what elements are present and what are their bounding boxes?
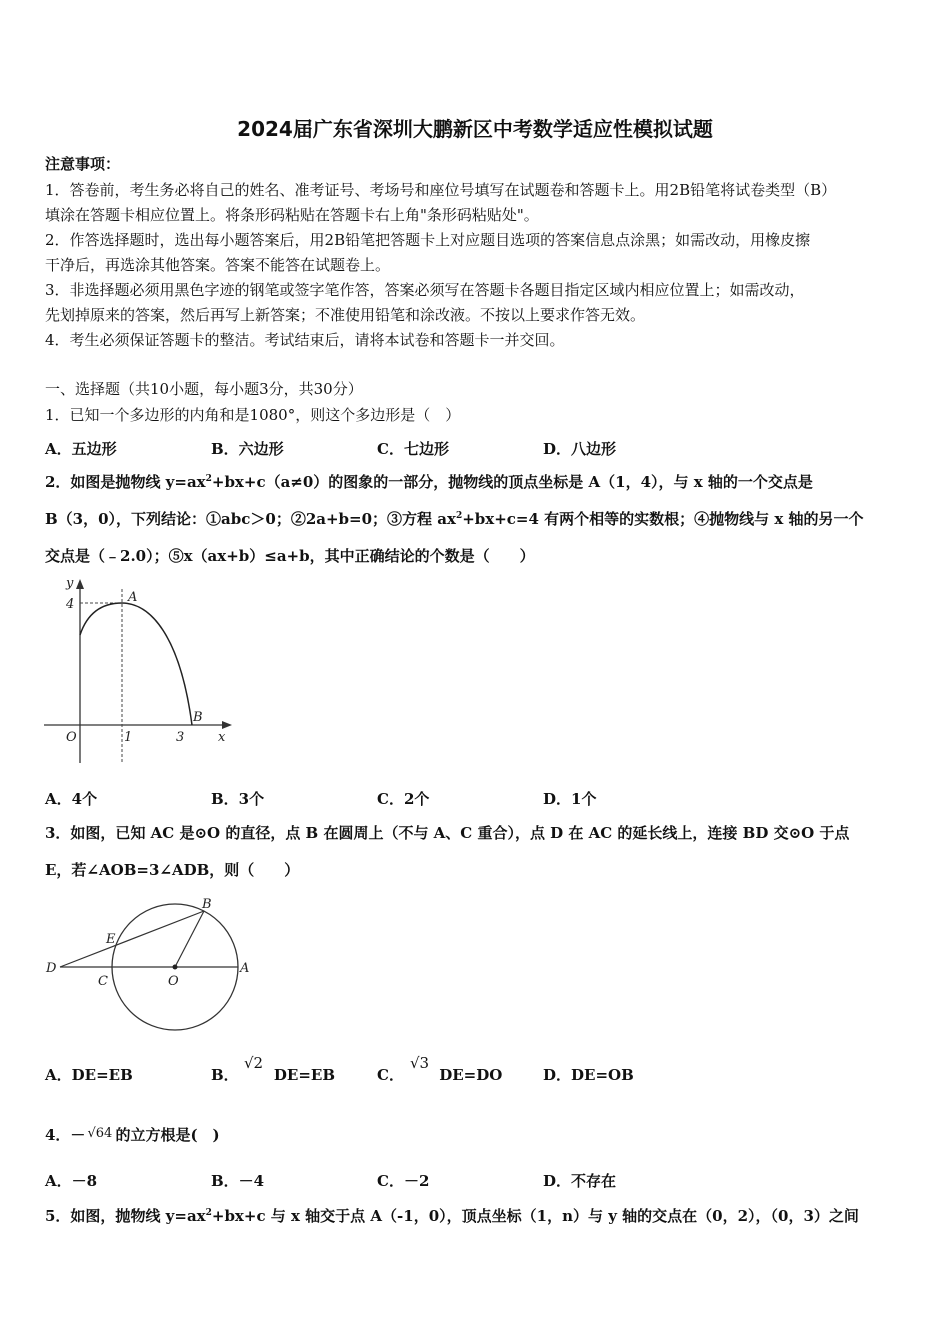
notes-line: 3．非选择题必须用黑色字迹的钢笔或签字笔作答，答案必须写在答题卡各题目指定区域内相应位置上；如需改动， <box>45 281 805 299</box>
question-3-line-1: 3．如图，已知 AC 是⊙O 的直径，点 B 在圆周上（不与 A、C 重合），点 D 在 AC 的延长线上，连接 BD 交⊙O 于点 <box>45 824 850 842</box>
question-3-line-2: E，若∠AOB=3∠ADB，则（ ） <box>45 861 300 879</box>
q3-option-b[interactable] <box>211 1054 336 1085</box>
sqrt-64-icon: √64 <box>87 1126 113 1141</box>
option-c-text: DE=DO <box>439 1066 503 1084</box>
question-1-stem: 1．已知一个多边形的内角和是1080°，则这个多边形是（ ） <box>45 406 461 424</box>
q1-option-b[interactable]: B．六边形 <box>211 440 284 458</box>
tick-3-label: 3 <box>176 730 185 745</box>
q3-option-c[interactable] <box>377 1054 503 1085</box>
option-c-label: C． <box>377 1066 404 1084</box>
q1-option-d[interactable]: D．八边形 <box>543 440 617 458</box>
section-heading: 一、选择题（共10小题，每小题3分，共30分） <box>45 380 363 398</box>
q1-option-c[interactable]: C．七边形 <box>377 440 449 458</box>
x-label: x <box>218 730 226 745</box>
tick-1-label: 1 <box>124 730 133 745</box>
origin-label: O <box>66 730 77 745</box>
notes-heading: 注意事项： <box>45 155 121 173</box>
point-b-label: B <box>193 710 203 725</box>
label-e: E <box>106 932 116 947</box>
x-axis-arrow <box>222 721 232 729</box>
parabola-graph <box>40 575 240 770</box>
label-c: C <box>98 974 108 989</box>
notes-line: 1．答卷前，考生务必将自己的姓名、准考证号、考场号和座位号填写在试题卷和答题卡上。用2B铅笔将试卷类型（B） <box>45 181 837 199</box>
option-b-label: B． <box>211 1066 239 1084</box>
circle-figure <box>42 893 252 1033</box>
q2-option-b[interactable]: B．3个 <box>211 790 265 808</box>
q2-option-c[interactable]: C．2个 <box>377 790 430 808</box>
option-b-text: DE=EB <box>273 1066 336 1084</box>
question-5-line-1: 5．如图，抛物线 $y=ax^2+bx+c$ 与 x 轴交于点 A（-1，0），顶点坐标（1，n）与 y 轴的交点在（0，2），（0，3）之间 <box>45 1207 859 1225</box>
question-2-line-3: 交点是（﹣2.0）；⑤x（ax+b）≤a+b，其中正确结论的个数是（ ） <box>45 547 535 565</box>
line-db <box>60 911 204 967</box>
q3-option-d[interactable]: D．DE=OB <box>543 1066 634 1084</box>
center-point <box>173 965 178 970</box>
y-axis-arrow <box>76 579 84 589</box>
label-a: A <box>240 961 250 976</box>
notes-line: 干净后，再选涂其他答案。答案不能答在试题卷上。 <box>45 256 391 274</box>
page-title: 2024届广东省深圳大鹏新区中考数学适应性模拟试题 <box>237 117 713 141</box>
question-2-line-1: 2．如图是抛物线 $y=ax^2+bx+c(a\ne 0)$的图象的一部分，抛物线的顶点坐标是 A（1，4），与 x 轴的一个交点是 <box>45 473 813 491</box>
parabola-curve <box>80 603 192 725</box>
notes-line: 先划掉原来的答案，然后再写上新答案；不准使用铅笔和涂改液。不按以上要求作答无效。 <box>45 306 646 324</box>
point-a-label: A <box>128 590 138 605</box>
question-2-line-2: B（3，0），下列结论：①abc＞0；②2a+b=0；③方程 $ax^2+bx+c=4$ 有两个相等的实数根；④抛物线与 x 轴的另一个 <box>45 510 864 528</box>
tick-4-label: 4 <box>66 597 75 612</box>
y-label: y <box>66 576 74 591</box>
q4-option-b[interactable]: B．－4 <box>211 1172 265 1190</box>
q3-option-a[interactable]: A．DE=EB <box>45 1066 133 1084</box>
sqrt-3-icon: √3 <box>410 1054 430 1072</box>
q4-option-a[interactable]: A．－8 <box>45 1172 98 1190</box>
q4-option-d[interactable]: D．不存在 <box>543 1172 617 1190</box>
question-4-stem: 4．－ √64 的立方根是( ) <box>45 1126 220 1144</box>
label-o: O <box>168 974 179 989</box>
q1-option-a[interactable]: A．五边形 <box>45 440 117 458</box>
notes-line: 4．考生必须保证答题卡的整洁。考试结束后，请将本试卷和答题卡一并交回。 <box>45 331 565 349</box>
q4-option-c[interactable]: C．－2 <box>377 1172 430 1190</box>
label-b: B <box>202 897 212 912</box>
line-ob <box>175 911 204 967</box>
q2-option-d[interactable]: D．1个 <box>543 790 597 808</box>
sqrt-2-icon: √2 <box>244 1054 264 1072</box>
q2-option-a[interactable]: A．4个 <box>45 790 98 808</box>
label-d: D <box>46 961 57 976</box>
notes-line: 填涂在答题卡相应位置上。将条形码粘贴在答题卡右上角"条形码粘贴处"。 <box>45 206 539 224</box>
notes-line: 2．作答选择题时，选出每小题答案后，用2B铅笔把答题卡上对应题目选项的答案信息点涂黑；如需改动，用橡皮擦 <box>45 231 811 249</box>
